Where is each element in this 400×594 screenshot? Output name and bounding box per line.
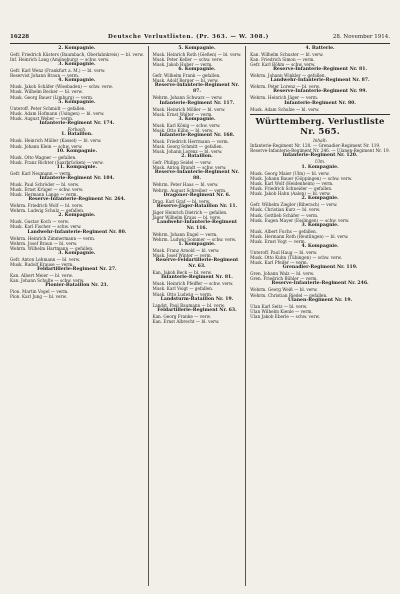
casualty-entry: Musk. August Weber — verm. xyxy=(10,115,74,121)
casualty-entry: Inf. Heinrich Lang (Amöneburg) — schw. verw. xyxy=(10,57,110,63)
casualty-entry: Musk. Christian Kurz — bl. verw. xyxy=(250,207,321,213)
section-heading: 2. Kompagnie. xyxy=(301,196,339,202)
section-heading: 3. Kompagnie. xyxy=(58,62,96,68)
casualty-entry: Musk. Josef Winter — verm. xyxy=(152,253,212,259)
casualty-entry: Gefr. Wilhelm Frank — gefallen. xyxy=(152,73,221,79)
casualty-entry: Kan. Johann Schulte — schw. verw. xyxy=(10,278,85,284)
casualty-entry: Kan. Jakob Beck — bl. verw. xyxy=(152,270,212,276)
section-heading: 10. Kompagnie. xyxy=(56,148,98,154)
section-heading: 3. Kompagnie. xyxy=(58,250,96,256)
section-heading: Reserve-Infanterie-Regiment Nr. 87. xyxy=(154,83,240,95)
casualty-entry: Musk. Heinrich Müller (Kassel) — bl. verw. xyxy=(10,138,102,144)
casualty-entry: Kan. Friedrich Simon — verm. xyxy=(250,57,315,63)
casualty-entry: Musk. Adolf Berger — bl. verw. xyxy=(152,78,219,84)
section-heading: 4. Kompagnie. xyxy=(58,78,96,84)
casualty-entry: Jäger Heinrich Dietrich — gefallen. xyxy=(152,209,228,215)
casualty-entry: Musk. Heinrich Roth (Gießen) — bl. verw. xyxy=(152,52,242,57)
casualty-entry: Gefr. Wilhelm Ziegler (Biberach) — verw. xyxy=(250,202,338,208)
section-heading: Infanterie-Regiment Nr. 120. xyxy=(282,153,358,159)
casualty-entry: Musk. Gustav Koch — verw. xyxy=(10,219,70,225)
section-heading: Dragoner-Regiment Nr. 6. xyxy=(163,192,231,198)
casualty-entry: Wehrm. Christian Riedel — gefallen. xyxy=(250,292,328,298)
casualty-entry: Wehrm. Friedrich Wolf — bl. verw. xyxy=(10,203,84,209)
casualty-entry: Musk. Otto Kühn — bl. verw. xyxy=(152,127,214,133)
casualty-entry: Musk. Friedrich Herrmann — verm. xyxy=(152,138,229,144)
section-heading: 2. Kompagnie. xyxy=(58,213,96,219)
casualty-entry: Musk. Adam Schulze — bl. verw. xyxy=(250,106,320,112)
casualty-entry: Musk. Karl Wolf (Heidenheim) — verm. xyxy=(250,181,334,187)
casualty-entry: Musk. Albert Fuchs — gefallen. xyxy=(250,228,318,234)
section-heading: Feldartillerie-Regiment Nr. 63. xyxy=(157,307,237,313)
section-heading: 1. Kompagnie. xyxy=(301,164,339,170)
casualty-entry: Wehrm. Ludwig Schulz — gefallen. xyxy=(10,208,85,214)
section-subheading: Ulm. xyxy=(314,159,326,165)
section-heading: Landwehr-Infanterie-Regiment Nr. 116. xyxy=(156,219,237,231)
section-heading: Reserve-Feldartillerie-Regiment Nr. 63. xyxy=(155,258,239,270)
section-heading: 2. Kompagnie. xyxy=(58,46,96,51)
column-2 xyxy=(152,46,241,586)
section-heading: 6. Kompagnie. xyxy=(178,67,216,73)
casualty-entry: Kan. Albert Meier — bl. verw. xyxy=(10,273,73,279)
casualty-entry: Kan. Georg Franke — verw. xyxy=(152,313,212,319)
section-heading: Infanterie-Regiment Nr. 174. xyxy=(39,120,115,126)
casualty-entry: Gefr. Philipp Seidel — verw. xyxy=(152,160,212,166)
section-heading: Infanterie-Regiment Nr. 184. xyxy=(39,175,115,181)
casualty-entry: Gefr. Karl Neumann — verm. xyxy=(10,170,72,176)
section-heading: Infanterie-Regiment Nr. 81. xyxy=(161,275,233,281)
casualty-entry: Gefr. Friedrich Küsters (Baumbach, Oberlahnkreis) — bl. verw. xyxy=(10,52,144,57)
casualty-entry: Musk. Otto Ludwig — verm. xyxy=(152,291,213,297)
casualty-entry: Unteroff. Peter Schmidt — gefallen. xyxy=(10,105,86,111)
page-title: Deutsche Verlustlisten. (Pr. 363. — W. 308.) xyxy=(108,33,269,40)
casualty-entry: Musk. Georg Schmitt — gefallen. xyxy=(152,144,223,150)
casualty-entry: Musk. Johann Lorenz — bl. verw. xyxy=(152,149,223,155)
casualty-entry: Musk. Karl König — schw. verw. xyxy=(152,122,221,128)
section-heading: 3. Kompagnie. xyxy=(301,222,339,228)
casualty-entry: Infanterie-Regiment Nr. 120. — Grenadier-Regiment Nr. 119. xyxy=(250,143,381,149)
casualty-entry: Gefr. Karl Wenz (Frankfurt a. M.) — bl. verw. xyxy=(10,68,106,74)
casualty-entry: Landst. Paul Baumann — bl. verw. xyxy=(152,302,226,308)
section-heading: 11. Kompagnie. xyxy=(56,164,98,170)
section-heading: 5. Kompagnie. xyxy=(58,99,96,105)
casualty-entry: Musk. Eugen Mayer (Esslingen) — schw. verw. xyxy=(250,217,350,223)
casualty-entry: Kan. Wilhelm Schuster — bl. verw. xyxy=(250,52,324,57)
section-heading: Reserve-Infanterie-Regiment Nr. 99. xyxy=(273,89,368,95)
casualty-entry: Pion. Karl Jung — bl. verw. xyxy=(10,294,67,300)
column-divider xyxy=(245,46,246,586)
casualty-entry: Pion. Martin Vogel — verm. xyxy=(10,289,69,295)
casualty-entry: Musk. Otto Wagner — gefallen. xyxy=(10,154,77,160)
casualty-entry: Wehrm. Johann Schwarz — verw. xyxy=(152,95,223,101)
casualty-entry: Unteroff. Paul Haug — bl. verw. xyxy=(250,249,318,255)
casualty-entry: Musk. Franz Richter (Saarbrücken) — verw. xyxy=(10,159,104,165)
casualty-entry: Wehrm. Heinrich Jäger — verm. xyxy=(250,95,319,101)
casualty-entry: Wehrm. Peter Haas — bl. verw. xyxy=(152,182,219,188)
casualty-entry: Wehrm. Johann Winkler — gefallen. xyxy=(250,73,326,79)
section-heading: Pionier-Bataillon Nr. 21. xyxy=(45,283,109,289)
columns xyxy=(10,46,390,586)
casualty-entry: Musk. Friedrich Schneider — gefallen. xyxy=(250,186,333,192)
casualty-entry: Gefr. Anton Lehmann — bl. verw. xyxy=(10,256,81,262)
casualty-entry: Ulan Jakob Eberle — schw. verw. xyxy=(250,313,320,319)
casualty-entry: Drag. Karl Graf — bl. verw. xyxy=(152,198,211,204)
section-heading: Reserve-Jäger-Bataillon Nr. 11. xyxy=(156,203,238,209)
section-heading: 4. Kompagnie. xyxy=(301,243,339,249)
section-heading: Reserve-Infanterie-Regiment Nr. 81. xyxy=(273,67,368,73)
casualty-entry: Musk. Jakob Schäfer (Wiesbaden) — schw. verw. xyxy=(10,84,113,90)
casualty-entry: Musk. Karl Pfeifer — verm. xyxy=(250,260,308,266)
section-heading: Infanterie-Regiment Nr. 80. xyxy=(284,100,356,106)
casualty-entry: Musk. Rudolf Krause — verm. xyxy=(10,261,74,267)
casualty-entry: Musk. Johann Klein — schw. verw. xyxy=(10,143,83,149)
casualty-entry: Musk. Wilhelm Becker — bl. verw. xyxy=(10,89,83,95)
casualty-entry: Musk. Johann Bauer (Göppingen) — schw. verw. xyxy=(250,175,353,181)
casualty-entry: Musk. Karl Fischer — schw. verw. xyxy=(10,224,82,230)
section-subheading: Forbach. xyxy=(67,126,87,132)
casualty-entry: Musk. Peter Keller — schw. verw. xyxy=(152,57,224,63)
section-heading: 3. Kompagnie. xyxy=(178,116,216,122)
casualty-entry: Kan. Ernst Albrecht — bl. verw. xyxy=(152,318,220,324)
section-heading: 1. Kompagnie. xyxy=(178,242,216,248)
section-heading: 1. Bataillon. xyxy=(61,132,93,138)
casualty-entry: Musk. Heinrich Möller — bl. verw. xyxy=(152,106,226,112)
casualty-entry: Gefr. Karl Böhm — schw. verw. xyxy=(250,62,316,68)
section-heading: Infanterie-Regiment Nr. 168. xyxy=(159,132,235,138)
casualty-entry: Ulan Karl Seitz — bl. verw. xyxy=(250,303,308,309)
casualty-entry: Wehrm. Georg Weiß — bl. verw. xyxy=(250,287,318,293)
casualty-entry: Musk. Ernst Walter — verm. xyxy=(152,111,213,117)
casualty-entry: Wehrm. Ludwig Sommer — schw. verw. xyxy=(152,236,237,242)
column-1 xyxy=(10,46,144,586)
casualty-entry: Reservist Johann Braun — verm. xyxy=(10,73,80,79)
column-3 xyxy=(250,46,390,586)
page-number: 16228 xyxy=(10,34,30,40)
casualty-entry: Jäger Wilhelm Kraus — bl. verw. xyxy=(152,214,222,220)
casualty-entry: Wehrm. Heinrich Zimmermann — verm. xyxy=(10,235,96,241)
section-heading: 4. Batterie. xyxy=(305,46,335,51)
section-heading: 2. Bataillon. xyxy=(181,154,213,160)
section-heading: Landwehr-Infanterie-Regiment Nr. 87. xyxy=(270,78,370,84)
casualty-entry: Musk. Georg Maier (Ulm) — bl. verw. xyxy=(250,170,330,176)
casualty-entry: Wehrm. August Schreiber — verm. xyxy=(152,187,227,193)
column-divider xyxy=(148,46,149,586)
section-heading: Reserve-Infanterie-Regiment Nr. 88. xyxy=(154,170,240,182)
section-heading: Landsturm-Bataillon Nr. 19. xyxy=(160,296,234,302)
section-heading: Infanterie-Regiment Nr. 117. xyxy=(159,100,235,106)
casualty-entry: Musk. Paul Schröder — bl. verw. xyxy=(10,181,80,187)
casualty-entry: Musk. Ernst Krüger — schw. verw. xyxy=(10,187,84,192)
casualty-entry: Musk. Anton Brandt — schw. verw. xyxy=(152,165,227,171)
casualty-entry: Gren. Friedrich Bühler — verm. xyxy=(250,276,318,282)
section-heading: Feldartillerie-Regiment Nr. 27. xyxy=(37,267,117,273)
casualty-entry: Musk. Hermann Lange — verm. xyxy=(10,192,78,198)
section-heading: 5. Kompagnie. xyxy=(178,46,216,51)
section-heading: Reserve-Infanterie-Regiment Nr. 264. xyxy=(28,197,126,203)
section-heading: Reserve-Infanterie-Regiment Nr. 246. xyxy=(271,281,369,287)
section-heading: Grenadier-Regiment Nr. 119. xyxy=(282,265,358,271)
casualty-entry: Musk. Hermann Roth (Reutlingen) — bl. verw. xyxy=(250,233,349,239)
casualty-entry: Wehrm. Wilhelm Hartmann — gefallen. xyxy=(10,245,94,251)
casualty-entry: Musk. Franz Arnold — bl. verw. xyxy=(152,248,220,254)
page-date: 28. November 1914. xyxy=(332,34,390,40)
casualty-entry: Musk. Jakob Hahn (Aalen) — bl. verw. xyxy=(250,191,331,197)
casualty-entry: Musk. Ernst Vogt — verm. xyxy=(250,238,306,244)
casualty-entry: Musk. Gottlieb Schäfer — verm. xyxy=(250,212,319,218)
casualty-entry: Musk. Adam Hofmann (Usingen) — bl. verw. xyxy=(10,110,105,116)
casualty-entry: Musk. Heinrich Pfeiffer — schw. verw. xyxy=(152,281,234,287)
casualty-entry: Reserve-Infanterie-Regiment Nr. 246. — Ulanen-Regiment Nr. 19. xyxy=(250,148,390,154)
casualty-entry: Ulan Wilhelm Kienle — verm. xyxy=(250,308,313,314)
casualty-entry: Musk. Otto Kuhn (Tübingen) — schw. verw. xyxy=(250,255,342,261)
section-heading: Landwehr-Infanterie-Regiment Nr. 80. xyxy=(27,229,127,235)
list-title: Württemberg. Verlustliste Nr. 565. xyxy=(250,114,390,137)
section-subheading: Inhalt: xyxy=(313,137,328,143)
casualty-entry: Wehrm. Josef Braun — bl. verw. xyxy=(10,240,78,246)
casualty-entry: Wehrm. Johann Engel — verm. xyxy=(152,231,218,237)
casualty-entry: Musk. Karl Voigt — gefallen. xyxy=(152,286,214,292)
casualty-entry: Musk. Jakob Huber — verm. xyxy=(152,62,213,68)
casualty-entry: Wehrm. Peter Lorenz — bl. verw. xyxy=(250,84,320,90)
section-heading: Ulanen-Regiment Nr. 19. xyxy=(287,297,353,303)
page-header xyxy=(10,33,390,44)
casualty-entry: Musk. Georg Bauer (Limburg) — verm. xyxy=(10,94,94,100)
casualty-entry: Gren. Johann Walz — bl. verw. xyxy=(250,271,315,277)
